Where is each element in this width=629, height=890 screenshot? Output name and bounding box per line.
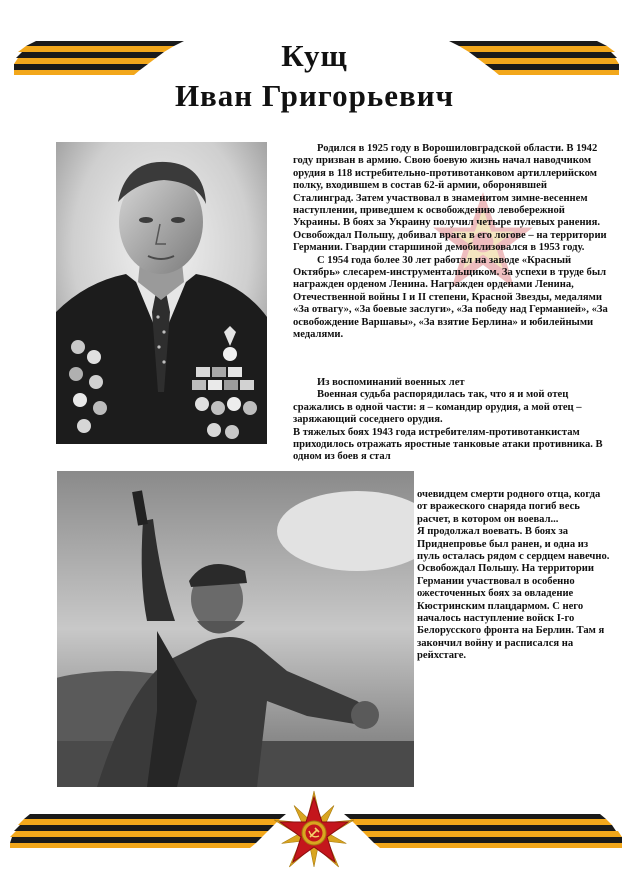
full-name-heading: Иван Григорьевич (174, 78, 455, 113)
surname-heading: Кущ (281, 38, 348, 73)
memoirs-paragraph-1: Военная судьба распорядилась так, что я и мой отец сражались в одной части: я – командир орудия, а мой отец – заряжающий соседнего орудия. (293, 389, 582, 426)
biography-section (293, 143, 609, 342)
memoirs-continued-section (417, 489, 613, 663)
memoirs-heading: Из воспоминаний военных лет (317, 377, 465, 388)
memoirs-paragraph-2: В тяжелых боях 1943 года истребителям-противотанкистам приходилось отражать яростные танковые атаки противника. В одном из боев я стал (293, 426, 603, 463)
biography-paragraph-2: С 1954 года более 30 лет работал на заводе «Красный Октябрь» слесарем-инструментальщиком. За успехи в труде был награжден орденом Ленина. Награжден орденами Ленина, Отечественной войны I и II степени, Красной Звезды, медалями «За отвагу», «За боевые заслуги», «За победу над Германией», «За освобождение Варшавы», «За взятие Берлина» и юбилейными медалями. (293, 254, 608, 341)
memoirs-paragraph-3: очевидцем смерти родного отца, когда от вражеского снаряда погиб весь расчет, в котором он воевал... (417, 489, 601, 525)
veteran-portrait-photo (56, 142, 267, 444)
order-of-patriotic-war-icon (272, 788, 356, 878)
memoirs-section (293, 377, 613, 464)
st-george-ribbon-bottom-right (344, 814, 622, 848)
war-battle-photo (57, 471, 414, 787)
st-george-ribbon-bottom-left (10, 814, 286, 848)
memoirs-paragraph-4: Я продолжал воевать. В боях за Приднепровье был ранен, и одна из пуль осталась рядом с сердцем навечно. Освобождал Польшу. На территории Германии участвовал в особенно ожесточенных боях за овладение Кюстринским плацдармом. С него началось наступление войск I-го Белорусского фронта на Берлин. Там я закончил войну и расписался на рейхстаге. (417, 526, 610, 662)
biography-paragraph-1: Родился в 1925 году в Ворошиловградской области. В 1942 году призван в армию. Свою боевую жизнь начал наводчиком орудия в 118 истребительно-противотанковом артиллерийском полку, входившем в состав 62-й армии, оборонявшей Сталинград. Затем участвовал в знаменитом зимне-весеннем наступлении, приведшем к освобождению левобережной Украины. В боях за Украину получил четыре пулевых ранения. Освобождал Польшу, добивал врага в его логове – на территории Германии. Гвардии старшиной демобилизовался в 1953 году. (293, 143, 607, 254)
